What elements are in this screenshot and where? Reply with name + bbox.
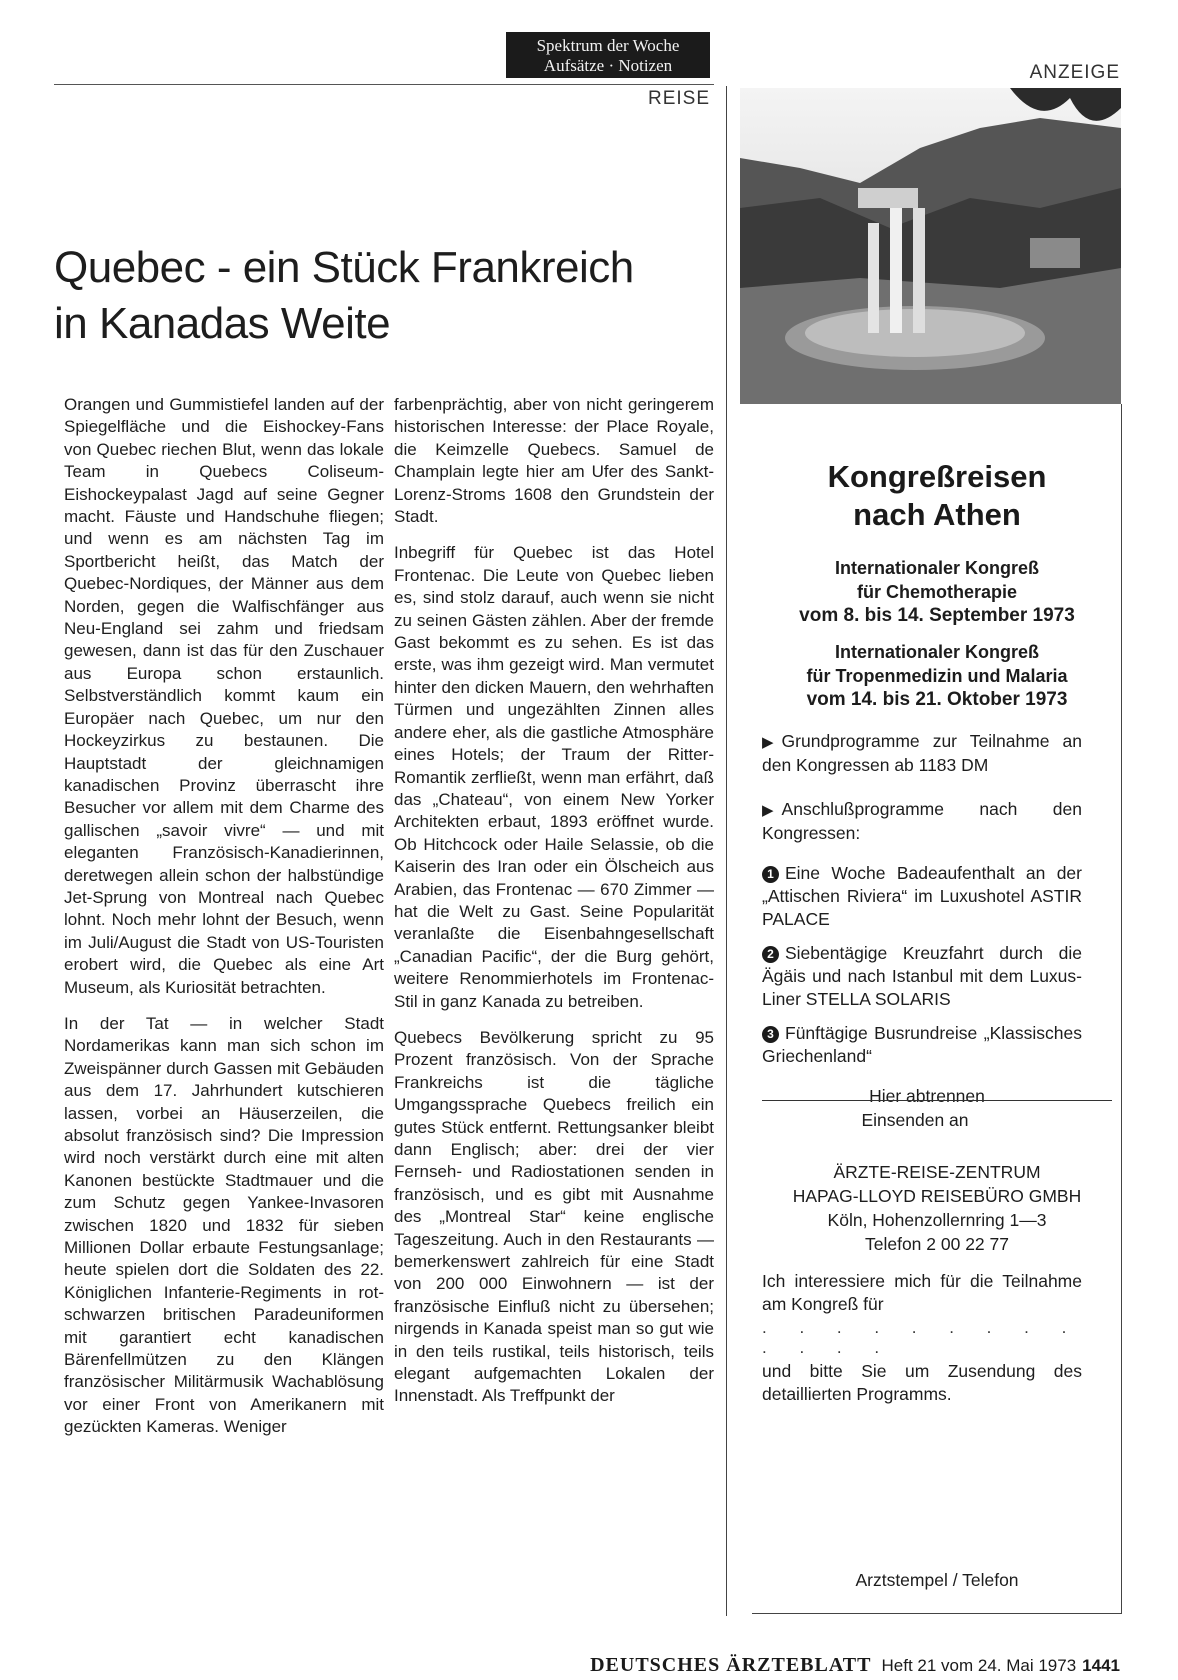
header-rule bbox=[54, 84, 714, 85]
ad-option-1 bbox=[762, 862, 1082, 931]
congress-topic: für Chemotherapie bbox=[856, 582, 1018, 602]
ad-option-text: Fünftägige Busrundreise „Klassisches Griechenland“ bbox=[762, 1023, 1082, 1066]
address-line: ÄRZTE-REISE-ZENTRUM bbox=[833, 1162, 1041, 1182]
article-headline bbox=[54, 240, 714, 352]
congress-name: Internationaler Kongreß bbox=[834, 642, 1040, 662]
cut-here-label: Hier abtrennen bbox=[869, 1086, 985, 1106]
request-text: und bitte Sie um Zusendung des detaillierten Programms. bbox=[762, 1361, 1082, 1404]
column-divider bbox=[726, 86, 727, 1616]
kicker-line-2: Aufsätze · Notizen bbox=[543, 56, 673, 75]
ad-bullet-text: Anschlußprogramme nach den Kongressen: bbox=[762, 799, 1082, 843]
address-line: Köln, Hohenzollernring 1—3 bbox=[827, 1210, 1047, 1230]
congress-topic: für Tropenmedizin und Malaria bbox=[806, 666, 1068, 686]
address-line: Telefon 2 00 22 77 bbox=[864, 1234, 1009, 1254]
interest-text: Ich interessiere mich für die Teilnahme am Kongreß für bbox=[762, 1271, 1082, 1314]
congress-tropical-medicine bbox=[752, 640, 1122, 712]
section-kicker bbox=[506, 32, 710, 78]
paragraph: Orangen und Gummistiefel landen auf der Spiegelfläche und die Eishockey-Fans von Quebec riechen Blut, wenn das lokale Team in Quebecs Coliseum-Eishockeypalast Jagd auf seine Gegner macht. Fäuste und Handschuhe fliegen; und wenn es am nächsten Tag im Sportbericht heißt, das Match der Quebec-Nordiques, der Männer aus dem Norden, gegen die Walfischfänger aus Neu-England sei zahm und friedsam gewesen, dann ist das für den Zuschauer aus Europa schon erstaunlich. Selbstverständlich kommt kaum ein Europäer nach Quebec, um nur den Hockeyzirkus zu bestaunen. Die Hauptstadt der gleichnamigen kanadischen Provinz überrascht ihre Besucher vor allem mit dem Charme des gallischen „savoir vivre“ — und mit eleganten Französisch-Kanadierinnen, deretwegen allein schon der halbstündige Jet-Sprung von Montreal nach Quebec lohnt. Noch mehr lohnt der Besuch, wenn im Juli/August die Stadt von US-Touristen erobert wird, die Quebec als eine Art Museum, als Kuriosität betrachten. bbox=[64, 395, 384, 997]
kicker-line-1: Spektrum der Woche bbox=[536, 36, 680, 55]
magazine-name: DEUTSCHES ÄRZTEBLATT bbox=[590, 1654, 872, 1676]
cut-line bbox=[762, 1100, 1112, 1101]
headline-line-2: in Kanadas Weite bbox=[54, 299, 391, 348]
ad-option-text: Eine Woche Badeaufenthalt an der „Attischen Riviera“ im Luxushotel ASTIR PALACE bbox=[762, 863, 1082, 929]
congress-name: Internationaler Kongreß bbox=[834, 558, 1040, 578]
article-column-2 bbox=[394, 394, 714, 1422]
number-badge-icon: 1 bbox=[762, 866, 779, 883]
congress-chemotherapy bbox=[752, 556, 1122, 628]
send-to-label: Einsenden an bbox=[861, 1110, 969, 1130]
ad-option-text: Siebentägige Kreuzfahrt durch die Ägäis und nach Istanbul mit dem Luxus-Liner STELLA SOLARIS bbox=[762, 943, 1082, 1009]
stamp-label: Arztstempel / Telefon bbox=[855, 1570, 1019, 1590]
number-badge-icon: 3 bbox=[762, 1026, 779, 1043]
address-line: HAPAG-LLOYD REISEBÜRO GMBH bbox=[792, 1186, 1082, 1206]
fill-in-dots: . . . . . . . . . . . . . bbox=[762, 1318, 1081, 1357]
paragraph: Inbegriff für Quebec ist das Hotel Frontenac. Die Leute von Quebec lieben es, sind stolz darauf, auch wenn sie nicht zu seinen Gästen zählen. Aber der fremde Gast bekommt es zu sehen. Es ist das erste, was ihm gezeigt wird. Man vermutet hinter den dicken Mauern, den wehrhaften Türmen und ungezählten Zinnen alles andere eher, als die gastliche Atmosphäre eines Hotels; der Traum der Ritter-Romantik zerfließt, wenn man erfährt, daß das „Chateau“, von einem New Yorker Architekten erbaut, 1893 eröffnet wurde. Ob Hitchcock oder Haile Selassie, ob die Kaiserin des Iran oder ein Ölscheich aus Arabien, das Frontenac — 670 Zimmer — hat die Welt zu Gast. Seine Popularität veranlaßte die Eisenbahngesellschaft „Canadian Pacific“, der die Burg gehört, weitere Renommierhotels im Frontenac-Stil in ganz Kanada zu betreiben. bbox=[394, 543, 714, 1011]
paragraph: In der Tat — in welcher Stadt Nordamerikas kann man sich schon im Zweispänner durch Gassen mit Gebäuden aus dem 17. Jahrhundert kutschieren lassen, vorbei an Häuserzeilen, die absolut französisch sind? Die Impression wird noch verstärkt durch eine mit alten Kanonen bestückte Stadtmauer und die zum Schutz gegen Yankee-Invasoren zwischen 1820 und 1832 für sieben Millionen Dollar erbaute Festungsanlage; heute spielen dort die Soldaten des 22. Königlichen Infanterie-Regiments in rot-schwarzen britischen Paradeuniformen mit garantiert echt kanadischen Bärenfellmützen zu den Klängen französischer Militärmusik Wachablösung vor einer Front von Amerikanern mit gezückten Kameras. Weniger bbox=[64, 1013, 384, 1437]
paragraph: Quebecs Bevölkerung spricht zu 95 Prozent französisch. Von der Sprache Frankreichs ist die tägliche Umgangssprache Quebecs freilich ein gutes Stück entfernt. Rettungsanker bleibt dann Englisch; aber: drei der vier Fernseh- und Radiostationen senden in französisch, und es gibt mit Ausnahme des „Montreal Star“ keine englische Tageszeitung. Auch in den Restaurants — bemerkenswert zahlreich für eine Stadt von 200 000 Einwohnern — ist der französische Einfluß nicht zu übersehen; nirgends in Kanada speist man so gut wie in den teils rustikal, teils historisch, teils elegant aufgemachten Lokalen der Innenstadt. Als Treffpunkt der bbox=[394, 1027, 714, 1406]
congress-dates: vom 14. bis 21. Oktober 1973 bbox=[806, 689, 1068, 710]
issue-info: Heft 21 vom 24. Mai 1973 bbox=[881, 1656, 1077, 1675]
paragraph: farbenprächtig, aber von nicht geringerem historischen Interesse: der Place Royale, die Keimzelle Quebecs. Samuel de Champlain legte hier am Ufer des Sankt-Lorenz-Stroms 1608 den Grundstein der Stadt. bbox=[394, 395, 714, 527]
ad-bullet-text: Grundprogramme zur Teilnahme an den Kongressen ab 1183 DM bbox=[762, 731, 1082, 775]
page-number: 1441 bbox=[1082, 1656, 1120, 1675]
congress-dates: vom 8. bis 14. September 1973 bbox=[799, 605, 1075, 626]
temple-photo-illustration bbox=[740, 88, 1121, 404]
article-column-1 bbox=[64, 394, 384, 1453]
ad-title-line-1: Kongreßreisen bbox=[827, 459, 1047, 494]
section-rubric: REISE bbox=[647, 88, 710, 109]
ad-bullet-extra-program bbox=[762, 798, 1082, 845]
ad-bullet-basic-program bbox=[762, 730, 1082, 777]
number-badge-icon: 2 bbox=[762, 946, 779, 963]
triangle-bullet-icon: ▶ bbox=[762, 802, 774, 819]
ad-title-line-2: nach Athen bbox=[853, 497, 1021, 532]
headline-line-1: Quebec - ein Stück Frankreich bbox=[54, 243, 634, 292]
temple-photo bbox=[740, 88, 1121, 404]
address-block bbox=[752, 1160, 1122, 1256]
ad-label: ANZEIGE bbox=[1029, 62, 1120, 83]
ad-option-2 bbox=[762, 942, 1082, 1011]
ad-title bbox=[752, 458, 1122, 534]
ad-option-3 bbox=[762, 1022, 1082, 1068]
triangle-bullet-icon: ▶ bbox=[762, 734, 774, 751]
page-footer bbox=[480, 1654, 1120, 1677]
